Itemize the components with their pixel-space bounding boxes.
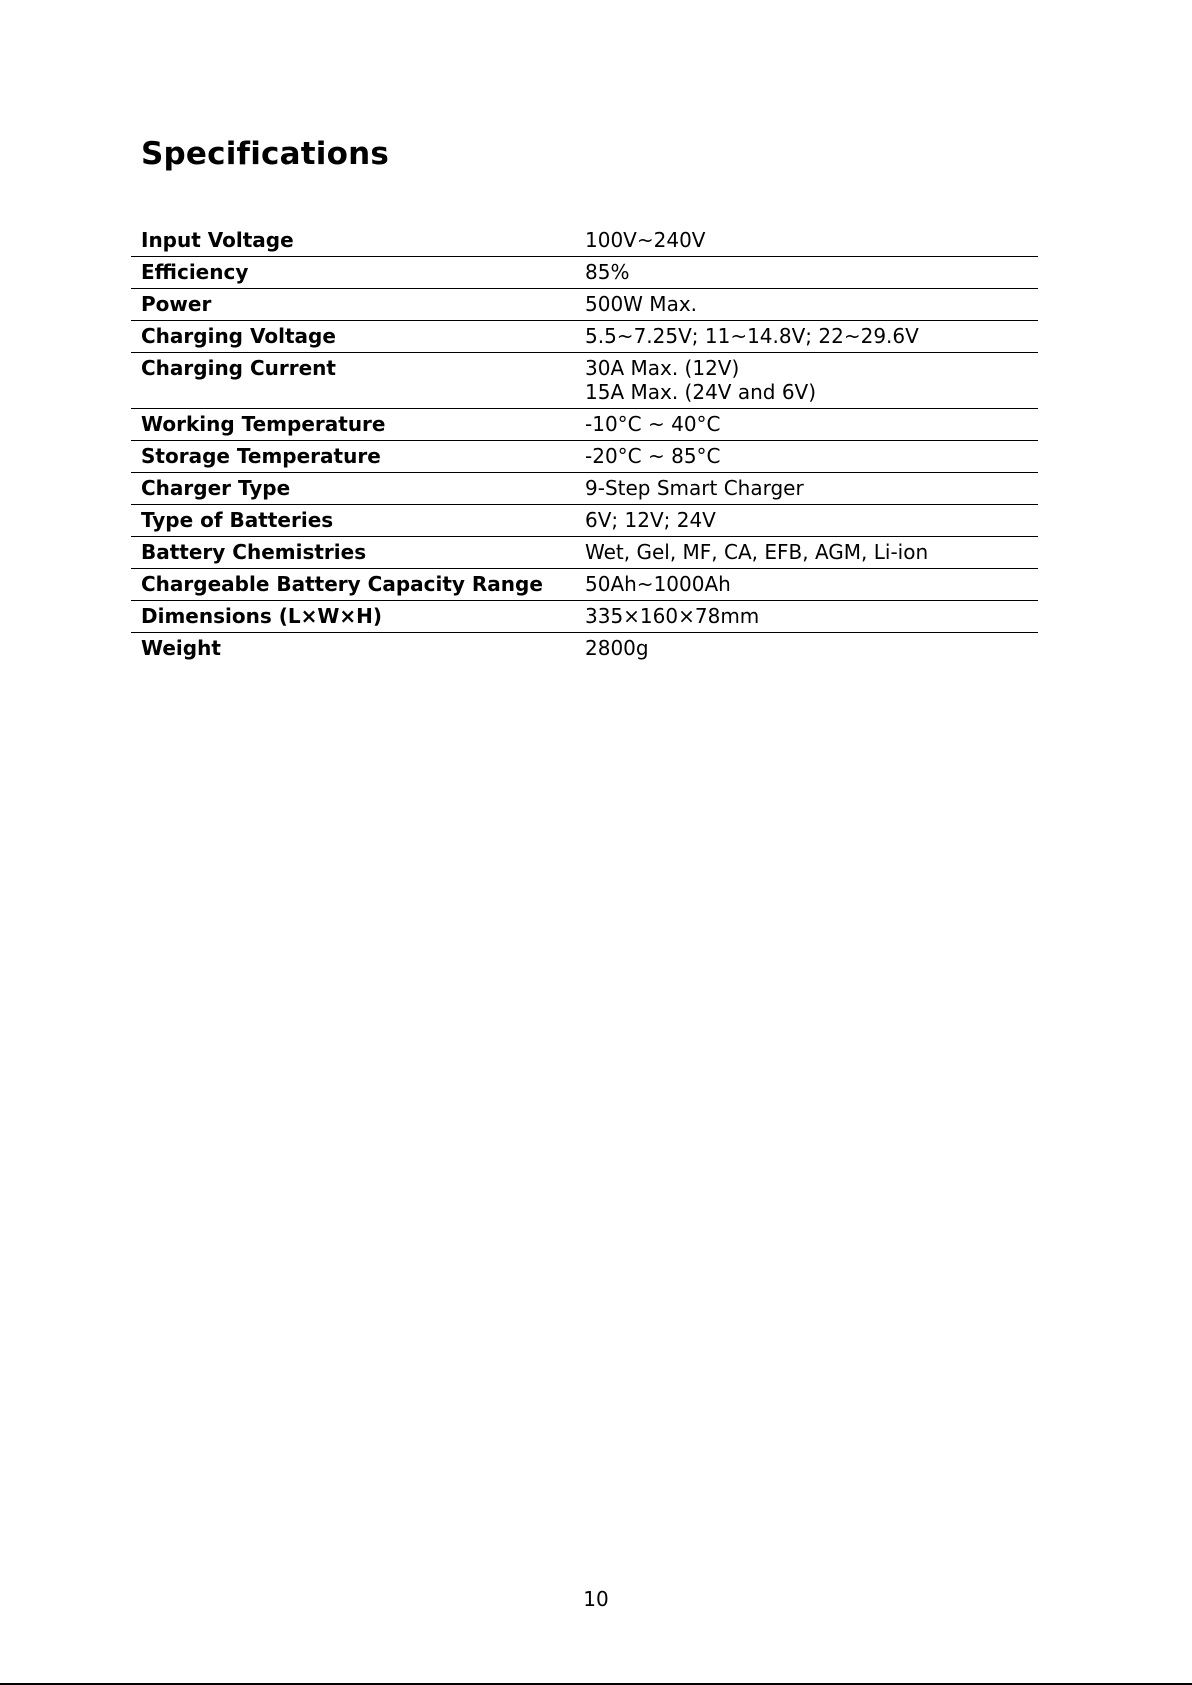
- spec-label: Charging Current: [141, 356, 336, 380]
- spec-label: Weight: [141, 636, 221, 660]
- spec-value: [585, 444, 1038, 468]
- spec-value-line: 100V~240V: [585, 228, 706, 252]
- spec-row: [131, 225, 1038, 257]
- spec-value-line: 50Ah~1000Ah: [585, 572, 731, 596]
- spec-label: Efficiency: [141, 260, 249, 284]
- spec-label: Dimensions (L×W×H): [141, 604, 383, 628]
- spec-label: Power: [141, 292, 212, 316]
- spec-row: [131, 409, 1038, 441]
- spec-value: [585, 412, 1038, 436]
- spec-value: [585, 572, 1038, 596]
- spec-label: Battery Chemistries: [141, 540, 367, 564]
- spec-label: Chargeable Battery Capacity Range: [141, 572, 543, 596]
- spec-row: [131, 505, 1038, 537]
- spec-value-line: -10°C ~ 40°C: [585, 412, 721, 436]
- spec-row: [131, 537, 1038, 569]
- spec-label: Charger Type: [141, 476, 291, 500]
- spec-value: [585, 292, 1038, 316]
- spec-value-line: 2800g: [585, 636, 649, 660]
- spec-table: [131, 225, 1038, 664]
- spec-value: [585, 324, 1038, 348]
- spec-label: Input Voltage: [141, 228, 294, 252]
- spec-value: [585, 476, 1038, 500]
- page-title: Specifications: [141, 136, 390, 172]
- spec-row: [131, 321, 1038, 353]
- spec-value: [585, 508, 1038, 532]
- spec-row: [131, 441, 1038, 473]
- spec-label: Charging Voltage: [141, 324, 336, 348]
- spec-value: [585, 604, 1038, 628]
- spec-label: Type of Batteries: [141, 508, 334, 532]
- spec-value-line: 85%: [585, 260, 630, 284]
- spec-value-line: 6V; 12V; 24V: [585, 508, 716, 532]
- spec-value: [585, 228, 1038, 252]
- spec-value-line: 5.5~7.25V; 11~14.8V; 22~29.6V: [585, 324, 919, 348]
- spec-label: Storage Temperature: [141, 444, 381, 468]
- spec-row: [131, 633, 1038, 664]
- spec-label: Working Temperature: [141, 412, 386, 436]
- spec-value: [585, 636, 1038, 660]
- spec-row: [131, 289, 1038, 321]
- spec-value-line: 15A Max. (24V and 6V): [585, 380, 817, 404]
- spec-row: [131, 473, 1038, 505]
- spec-row: [131, 569, 1038, 601]
- spec-value-line: 30A Max. (12V): [585, 356, 740, 380]
- page-number: 10: [583, 1587, 609, 1611]
- spec-value-line: 500W Max.: [585, 292, 698, 316]
- spec-value-line: 9-Step Smart Charger: [585, 476, 804, 500]
- spec-row: [131, 257, 1038, 289]
- spec-row: [131, 353, 1038, 409]
- spec-value: [585, 356, 1038, 404]
- spec-row: [131, 601, 1038, 633]
- spec-value-line: 335×160×78mm: [585, 604, 760, 628]
- spec-value: [585, 260, 1038, 284]
- spec-value-line: -20°C ~ 85°C: [585, 444, 721, 468]
- spec-value: [585, 540, 1038, 564]
- spec-value-line: Wet, Gel, MF, CA, EFB, AGM, Li-ion: [585, 540, 929, 564]
